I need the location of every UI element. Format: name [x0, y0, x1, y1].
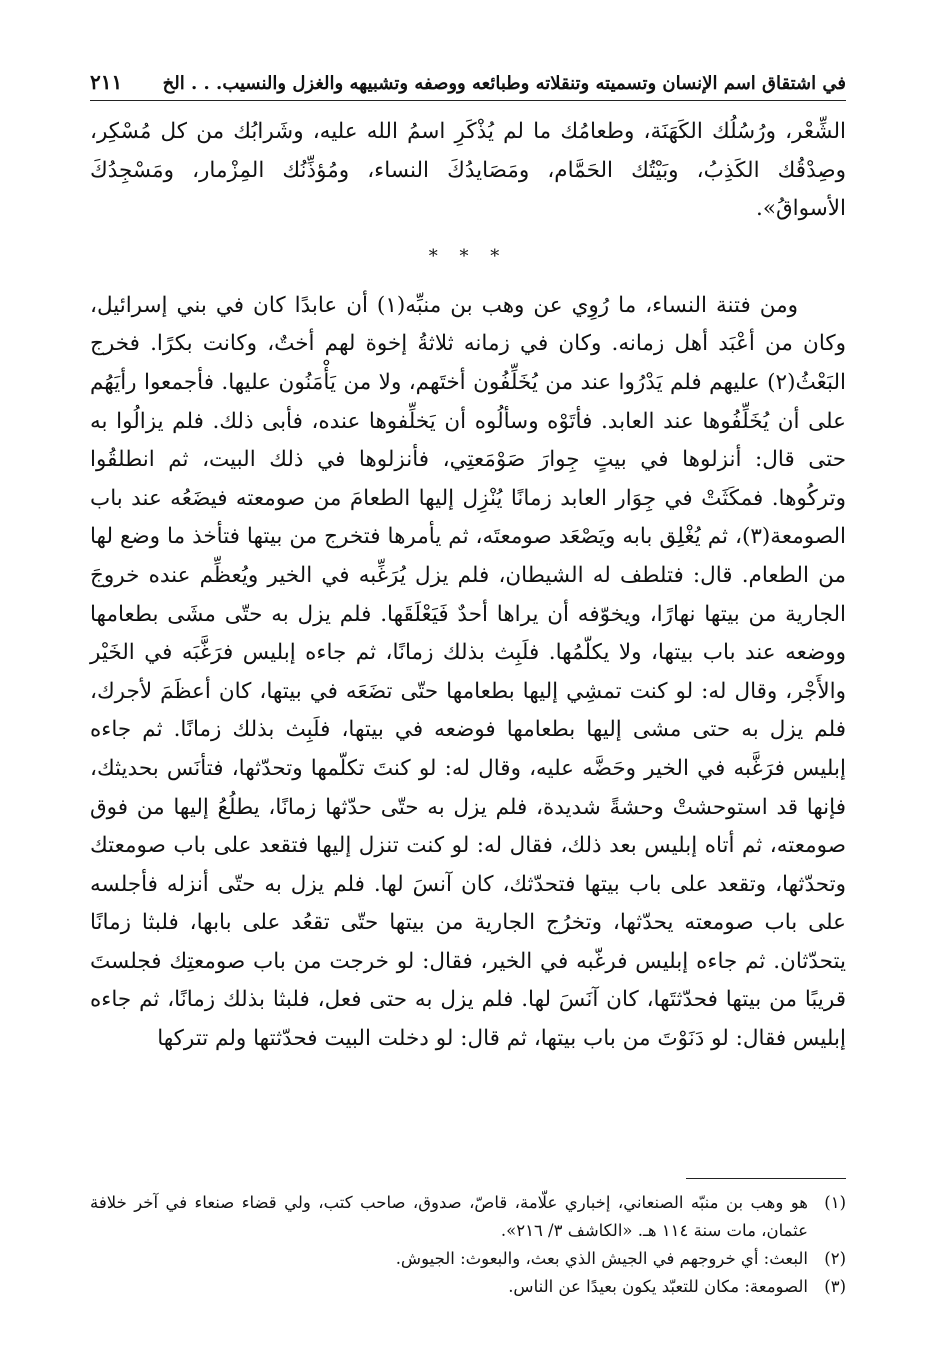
footnote-number: (٣) [824, 1277, 846, 1296]
main-text [90, 113, 846, 1059]
section-separator: * * * [428, 245, 508, 267]
page [90, 70, 846, 1059]
paragraph-story: ومن فتنة النساء، ما رُوِي عن وهب بن منبِّه(١) أن عابدًا كان في بني إسرائيل، وكان من أعْبَد أهل زمانه. وكان في زمانه ثلاثةُ إخوة لهم أختٌ، وكانت بكرًا. فخرج البَعْثُ(٢) عليهم فلم يَدْرُوا عند من يُخَلِّفُون أختَهم، ولا من يَأْمَنُون عليها. فأجمعوا رأيَهُم على أن يُخَلِّفُوها عند العابد. فأتَوْه وسألُوه أن يَخلِّفوها عنده، فأبى ذلك. فلم يزالُوا به حتى قال: أنزلوها في بيتٍ جِوارَ صَوْمَعتِي، فأنزلوها في ذلك البيت، ثم انطلقُوا وتركُوها. فمكَثَتْ في جِوَار العابد زمانًا يُنْزِل إليها الطعامَ من صومعته فيضَعُه عند باب الصومعة(٣)، ثم يُغْلِق بابه ويَصْعَد صومعتَه، ثم يأمرها فتخرج من بيتها فتأخذ ما وضع لها من الطعام. قال: فتلطف له الشيطان، فلم يزل يُرَغِّبه في الخير ويُعظِّم عنده خروجَ الجارية من بيتها نهارًا، ويخوّفه أن يراها أحدٌ فَيَعْلَقَها. فلم يزل به حتّى مشَى بطعامها ووضعه عند باب بيتها، ولا يكلّمُها. فلَبِث بذلك زمانًا، ثم جاءه إبليس فرَغَّبَه في الخَيْر والأَجْر، وقال له: لو كنت تمشِي إليها بطعامها حتّى تضَعَه في بيتها، كان أعظَمَ لأجرك، فلم يزل به حتى مشى إليها بطعامها فوضعه في بيتها، فلَبِث بذلك زمانًا. ثم جاءه إبليس فرَغَّبه في الخير وحَضَّه عليه، وقال له: لو كنتَ تكلّمها وتحدّثها، فتأنَس بحديثك، فإنها قد استوحشتْ وحشةً شديدة، فلم يزل به حتّى حدّثها زمانًا، يطلُعُ إليها من فوق صومعته، ثم أتاه إبليس بعد ذلك، فقال له: لو كنت تنزل إليها فتقعد على باب صومعتك وتحدّثها، وتقعد على باب بيتها فتحدّثك، كان آنسَ لها. فلم يزل به حتّى أنزله فأجلسه على باب صومعته يحدّثها، وتخرُج الجارية من بيتها حتّى تقعُد على بابها، فلبثا زمانًا يتحدّثان. ثم جاءه إبليس فرغّبه في الخير، فقال: لو خرجت من باب صومعتِك فجلستَ قريبًا من بيتها فحدّثتَها، كان آنَسَ لها. فلم يزل به حتى فعل، فلبثا بذلك زمانًا، ثم جاءه إبليس فقال: لو دَنَوْتَ من باب بيتها، ثم قال: لو دخلت البيت فحدّثتها ولم تتركها [90, 292, 846, 1052]
footnote-text: البعث: أي خروجهم في الجيش الذي بعث، والبعوث: الجيوش. [395, 1249, 808, 1268]
footnotes [90, 1178, 846, 1301]
footnote-number: (٢) [824, 1249, 846, 1268]
footnote-rule [686, 1178, 846, 1179]
header-title: في اشتقاق اسم الإنسان وتسميته وتنقلاته وطبائعه ووصفه وتشبيهه والغزل والنسيب. . . الخ [162, 73, 846, 94]
page-number: ٢١١ [90, 70, 123, 94]
footnote-1 [90, 1189, 846, 1245]
footnote-3 [90, 1273, 846, 1301]
running-header [90, 70, 846, 101]
footnote-2 [90, 1245, 846, 1273]
footnote-text: هو وهب بن منبّه الصنعاني، إخباري علّامة، قاصّ، صدوق، صاحب كتب، ولي قضاء صنعاء في آخر خلافة عثمان، مات سنة ١١٤ هـ. «الكاشف ٣/ ٢١٦». [90, 1193, 808, 1240]
footnote-text: الصومعة: مكان للتعبّد يكون بعيدًا عن الناس. [508, 1277, 808, 1296]
paragraph-continued: الشِّعْر، ورُسُلُك الكَهَنَة، وطعامُك ما لم يُذْكَرِ اسمُ الله عليه، وشَرابُك من كل مُسْكِر، وصِدْقُك الكَذِبُ، وبَيْتُك الحَمَّام، ومَصَايدُكَ النساء، ومُؤذِّنُك المِزْمار، ومَسْجِدُكَ الأسواقُ». [90, 119, 846, 222]
footnote-number: (١) [824, 1193, 846, 1212]
